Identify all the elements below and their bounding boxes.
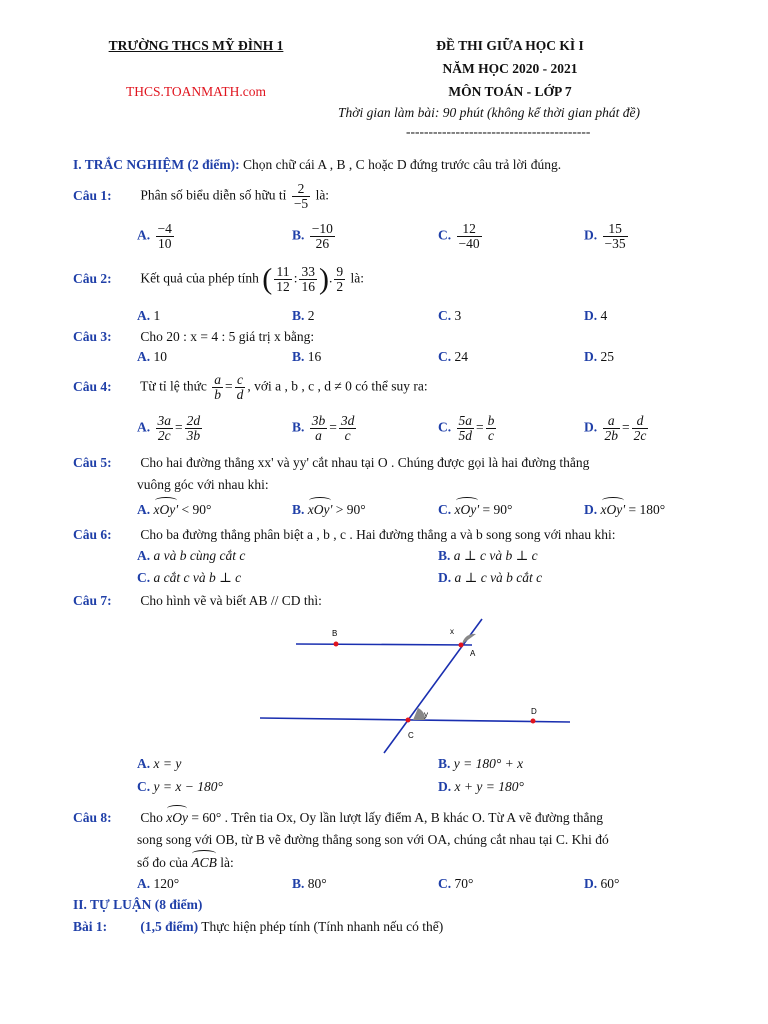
q3-option-d[interactable]: D. 25 bbox=[584, 349, 614, 364]
q4-stem: Câu 4: Từ tỉ lệ thức $\frac{a}{b}$ = $\frac{c}{d}$ , với a , b , c , d ≠ 0 có thể suy ra: bbox=[73, 372, 428, 402]
q4-option-c[interactable]: C. $\frac{5a}{5d}$ = $\frac{b}{c}$ bbox=[438, 413, 495, 443]
q5-option-c[interactable]: C. xOy' = 90° bbox=[438, 502, 513, 517]
q3-option-b[interactable]: B. 16 bbox=[292, 349, 322, 364]
q7-stem bbox=[73, 593, 322, 609]
label-x: x bbox=[450, 627, 454, 636]
q5-stem bbox=[73, 455, 589, 471]
q2-option-c[interactable]: C. 3 bbox=[438, 308, 462, 323]
q5-line1: Cho hai đường thẳng xx' và yy' cắt nhau tại O . Chúng được gọi là hai đường thẳng bbox=[140, 455, 590, 470]
q3-label: Câu 3: bbox=[73, 329, 112, 344]
point-a bbox=[459, 643, 464, 648]
q7-text: Cho hình vẽ và biết AB // CD thì: bbox=[140, 593, 322, 608]
q4-option-b[interactable]: B. $\frac{3b}{a}$ = $\frac{3d}{c}$ bbox=[292, 413, 355, 443]
label-y: y bbox=[424, 710, 428, 719]
section2-title: II. TỰ LUẬN (8 điểm) bbox=[73, 897, 203, 912]
q2-option-d[interactable]: D. 4 bbox=[584, 308, 608, 323]
q5-line2: vuông góc với nhau khi: bbox=[137, 477, 269, 492]
q1-option-d[interactable]: D. $\frac{15}{-35}$ bbox=[584, 221, 626, 251]
section1-instruction: Chọn chữ cái A , B , C hoặc D đứng trước câu trả lời đúng. bbox=[243, 157, 562, 172]
q4-option-d[interactable]: D. $\frac{a}{2b}$ = $\frac{d}{2c}$ bbox=[584, 413, 647, 443]
q1-option-a[interactable]: A. $\frac{-4}{10}$ bbox=[137, 221, 172, 251]
exam-year: NĂM HỌC 2020 - 2021 bbox=[442, 61, 578, 76]
header-rule: ----------------------------------------- bbox=[406, 124, 591, 139]
q2-option-a[interactable]: A. 1 bbox=[137, 308, 161, 323]
q6-option-c[interactable]: C. a cắt c và b ⊥ c bbox=[137, 570, 242, 585]
q6-stem bbox=[73, 527, 615, 543]
q2-option-b[interactable]: B. 2 bbox=[292, 308, 315, 323]
site-link[interactable]: THCS.TOANMATH.com bbox=[125, 84, 266, 99]
q3-option-c[interactable]: C. 24 bbox=[438, 349, 468, 364]
q8-option-b[interactable]: B. 80° bbox=[292, 876, 327, 891]
q7-option-a[interactable]: A. x = y bbox=[137, 756, 182, 771]
q6-option-b[interactable]: B. a ⊥ c và b ⊥ c bbox=[438, 548, 538, 563]
q4-tail: , với a , b , c , d ≠ 0 có thể suy ra: bbox=[247, 378, 428, 394]
exam-subject: MÔN TOÁN - LỚP 7 bbox=[448, 84, 572, 99]
q7-option-d[interactable]: D. x + y = 180° bbox=[438, 779, 524, 794]
q8-stem: Câu 8: Cho xOy = 60° . Trên tia Ox, Oy lần lượt lấy điểm A, B khác O. Từ A vẽ đường thẳng bbox=[73, 810, 603, 825]
q4-text: Từ tỉ lệ thức bbox=[140, 378, 207, 394]
q8-line3: số đo của ACB là: bbox=[137, 855, 234, 870]
q1-option-b[interactable]: B. $\frac{-10}{26}$ bbox=[292, 221, 333, 251]
q8-option-c[interactable]: C. 70° bbox=[438, 876, 474, 891]
q8-line2: song song với OB, từ B vẽ đường thẳng song son với OA, chúng cắt nhau tại C. Khi đó bbox=[137, 832, 609, 847]
q7-option-c[interactable]: C. y = x − 180° bbox=[137, 779, 223, 794]
q7-label: Câu 7: bbox=[73, 593, 112, 608]
q2-label: Câu 2: bbox=[73, 270, 112, 286]
exam-title: ĐỀ THI GIỮA HỌC KÌ I bbox=[436, 38, 584, 53]
bai1-label: Bài 1: bbox=[73, 919, 108, 934]
q1-fraction: $\frac{2}{-5}$ bbox=[293, 181, 309, 211]
school-name: TRƯỜNG THCS MỸ ĐÌNH 1 bbox=[108, 38, 284, 53]
q1-option-c[interactable]: C. $\frac{12}{-40}$ bbox=[438, 221, 480, 251]
q2-text: Kết quả của phép tính bbox=[140, 270, 259, 286]
q6-option-a[interactable]: A. a và b cùng cắt c bbox=[137, 548, 246, 563]
q6-option-d[interactable]: D. a ⊥ c và b cắt c bbox=[438, 570, 543, 585]
q2-tail: là: bbox=[350, 270, 364, 286]
q3-option-a[interactable]: A. 10 bbox=[137, 349, 167, 364]
q2-stem: Câu 2: Kết quả của phép tính ( $\frac{11}{12}$ : $\frac{33}{16}$ ). $\frac{9}{2}$ là: bbox=[73, 262, 364, 296]
q5-option-d[interactable]: D. xOy' = 180° bbox=[584, 502, 666, 517]
q5-option-b[interactable]: B. xOy' > 90° bbox=[292, 502, 366, 517]
q1-text: Phân số biểu diễn số hữu tỉ bbox=[140, 187, 287, 203]
q5-label: Câu 5: bbox=[73, 455, 112, 470]
section1-line bbox=[73, 157, 561, 173]
q1-label: Câu 1: bbox=[73, 187, 112, 203]
bai1-points: (1,5 điểm) bbox=[140, 919, 199, 934]
q8-angle-acb: ACB bbox=[191, 855, 217, 870]
q1-stem bbox=[73, 182, 329, 211]
q8-option-d[interactable]: D. 60° bbox=[584, 876, 620, 891]
q8-option-a[interactable]: A. 120° bbox=[137, 876, 180, 891]
q7-option-b[interactable]: B. y = 180° + x bbox=[438, 756, 524, 771]
q7-figure bbox=[250, 612, 580, 757]
q1-tail: là: bbox=[315, 187, 330, 203]
q3-stem bbox=[73, 329, 314, 345]
point-c bbox=[406, 718, 411, 723]
label-a: A bbox=[470, 649, 476, 658]
q5-option-a[interactable]: A. xOy' < 90° bbox=[137, 502, 212, 517]
exam-time: Thời gian làm bài: 90 phút (không kể thời gian phát đề) bbox=[338, 105, 641, 120]
q6-text: Cho ba đường thẳng phân biệt a , b , c . Hai đường thẳng a và b song song với nhau khi: bbox=[140, 527, 616, 542]
bai1-text: Thực hiện phép tính (Tính nhanh nếu có thể) bbox=[201, 919, 444, 934]
q3-text: Cho 20 : x = 4 : 5 giá trị x bằng: bbox=[140, 329, 315, 344]
point-b bbox=[334, 642, 339, 647]
bai1-line bbox=[73, 919, 443, 935]
label-b: B bbox=[332, 629, 338, 638]
line-ab bbox=[296, 644, 472, 645]
q4-option-a[interactable]: A. $\frac{3a}{2c}$ = $\frac{2d}{3b}$ bbox=[137, 413, 201, 443]
q4-label: Câu 4: bbox=[73, 378, 112, 394]
q6-label: Câu 6: bbox=[73, 527, 112, 542]
q8-angle-xoy: xOy bbox=[166, 810, 188, 825]
label-c: C bbox=[408, 731, 414, 740]
q8-label: Câu 8: bbox=[73, 810, 112, 825]
point-d bbox=[531, 719, 536, 724]
section1-title: I. TRẮC NGHIỆM (2 điểm): bbox=[73, 157, 240, 172]
angle-x-arc bbox=[461, 634, 476, 645]
label-d: D bbox=[531, 707, 537, 716]
